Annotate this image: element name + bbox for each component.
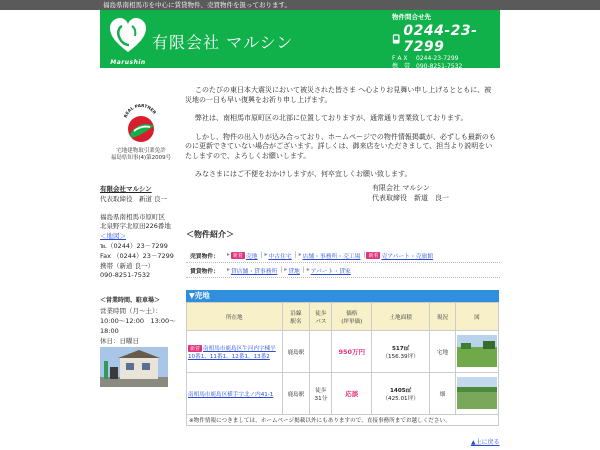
property-link[interactable]: 南相馬市鹿島区横手字北ノ内41-1: [188, 391, 274, 398]
heart-logo-icon: [108, 16, 148, 56]
property-intro-title: ＜物件紹介＞: [186, 230, 234, 239]
hours-title: ＜営業時間、駐車場＞: [100, 297, 161, 304]
station-cell: 鹿島駅: [282, 331, 310, 373]
address-cell: [187, 331, 283, 373]
listing-note: ※物件情報につきましては、ホームページ掲載以外にもありますので、直接事務所までお越しください。: [187, 415, 499, 426]
area-sqm: 517㎡: [391, 345, 410, 352]
greeting-paragraph-2: 弊社は、南相馬市原町区の北部に位置しておりますが、通常通り営業致しております。: [195, 114, 468, 122]
walk-cell: 徒歩 31分: [310, 373, 332, 415]
bullet: ▸: [227, 252, 230, 258]
company-name: 有限会社 マルシン: [152, 33, 294, 52]
price-cell: [332, 331, 372, 373]
property-categories: [186, 248, 500, 278]
note-row: [187, 415, 499, 426]
station-cell: 鹿島駅: [282, 373, 310, 415]
hours-line-2: 10:00～12:00 13:00～18:00: [100, 317, 176, 335]
back-to-top-link[interactable]: ▲上に戻る: [471, 439, 500, 446]
sidebar-company-info: [100, 185, 182, 281]
sidebar-mobile-label: 携帯（新道 良一）: [100, 261, 155, 270]
category-link-rental-land[interactable]: 貸地: [288, 268, 300, 275]
col-image: 図: [455, 303, 498, 331]
mobile-number: 090-8251-7532: [416, 63, 463, 70]
col-price: 価格 (坪単価): [332, 303, 372, 331]
category-link-shop-office-sale[interactable]: 店舗・事務所・売工場: [302, 253, 361, 260]
area-tsubo: （156.39坪）: [382, 353, 419, 360]
col-address: 所在地: [187, 303, 283, 331]
greeting-signature: [372, 183, 449, 203]
logo-text: Marushin: [110, 59, 146, 66]
table-row: [187, 331, 499, 373]
sidebar-address-1: 福島県南相馬市原町区: [100, 212, 165, 221]
listing-table: [186, 302, 499, 426]
greeting-paragraph-4: みなさまにはご不便をおかけしますが、何卒宜しくお願い致します。: [195, 170, 412, 178]
map-link[interactable]: ＜地図＞: [100, 232, 126, 241]
category-link-rental-shop[interactable]: 貸店舗・貸事務所: [230, 268, 278, 275]
sidebar-company-name: 有限会社マルシン: [100, 185, 152, 193]
new-badge: 新着: [232, 252, 243, 259]
status-cell: 畑: [430, 373, 456, 415]
greeting-message: [185, 86, 497, 189]
area-tsubo: （425.01坪）: [382, 395, 419, 402]
status-cell: 宅地: [430, 331, 456, 373]
col-area: 土地面積: [372, 303, 430, 331]
sale-items: [226, 251, 435, 260]
property-thumbnail[interactable]: [457, 377, 497, 409]
greeting-paragraph-1: このたびの東日本大震災において被災された皆さま へ心よりお見舞い申し上げるとともに、被災地の一日も早い復興をお祈り申し上げます。: [185, 86, 492, 104]
sidebar-tel: ℡（0244）23－7299: [100, 241, 168, 250]
rent-label: 賃貸物件：: [190, 268, 219, 275]
separator: |: [280, 267, 283, 273]
top-tagline: 福島県南相馬市を中心に賃貸物件、売買物件を扱っております。: [0, 0, 600, 10]
category-link-used-house[interactable]: 中古住宅: [268, 253, 292, 260]
sidebar-rep: 代表取締役 新道 良一: [100, 194, 168, 203]
image-cell[interactable]: [455, 373, 498, 415]
mobile-label: 携 帯: [392, 63, 411, 70]
email-label: E-mail: [392, 71, 411, 78]
shop-photo: [100, 347, 168, 387]
category-link-sale-land[interactable]: 売地: [245, 253, 258, 260]
image-cell[interactable]: [455, 331, 498, 373]
price-value: 950万円: [338, 348, 366, 356]
sale-label: 売買物件：: [190, 253, 219, 260]
real-partner-text: REAL PARTNER: [122, 104, 158, 119]
category-link-rental-apartment[interactable]: アパート・貸家: [310, 268, 351, 275]
separator: |: [260, 252, 263, 258]
rent-items: [226, 266, 353, 275]
phone-row: [392, 23, 500, 55]
phone-number: 0244-23-7299: [403, 23, 478, 55]
listing-section-header: ▼売地: [186, 290, 499, 302]
bullet: ▸: [227, 267, 230, 273]
property-thumbnail[interactable]: [457, 335, 497, 367]
category-link-apartment-sale[interactable]: 売アパート・売旅館: [381, 253, 434, 260]
fax-line: [392, 55, 500, 63]
back-to-top: [471, 437, 500, 446]
license-caption-1: 宅地建物取引業免許: [116, 148, 166, 154]
price-cell: [332, 373, 372, 415]
company-logo[interactable]: [104, 14, 150, 66]
walk-cell: [310, 331, 332, 373]
new-badge: 新着: [368, 252, 379, 259]
license-caption: [100, 148, 182, 162]
price-value: 応談: [345, 390, 359, 398]
email-link[interactable]: marushin@sany.aiaiu.or.jp: [416, 71, 495, 78]
new-badge: 新着: [190, 345, 201, 352]
bullet: ▸: [284, 267, 288, 273]
sidebar-fax: Fax （0244）23－7299: [100, 251, 174, 260]
separator: |: [294, 252, 297, 258]
contact-title: 物件問合せ先: [392, 13, 431, 21]
col-status: 現況: [430, 303, 456, 331]
greeting-paragraph-3: しかし、物件の出入りが込み合っており、ホームページでの物件情報掲載が、必ずしも最新のものに更新できていない場合がございます。詳しくは、御来店をいただきまして、担当より説明をいたしますので、よろしくお願いします。: [185, 132, 496, 160]
sale-category-row: [186, 248, 500, 263]
area-cell: [372, 373, 430, 415]
sign-rep: 代表取締役 新道 良一: [372, 194, 449, 202]
table-row: [187, 373, 499, 415]
mobile-line: [392, 63, 500, 71]
bullet: ▸: [306, 267, 310, 273]
fax-number: 0244-23-7299: [416, 55, 459, 62]
bullet: ▸: [264, 252, 268, 258]
address-cell: [187, 373, 283, 415]
separator: |: [363, 252, 366, 258]
area-cell: [372, 331, 430, 373]
property-link[interactable]: 南相馬市鹿島区牛河内字棟平10番1、11番1、12番1、13番2: [188, 345, 276, 360]
contact-block: [392, 12, 500, 79]
fax-label: F A X: [392, 55, 408, 62]
rent-category-row: [186, 263, 500, 278]
email-line: [392, 71, 500, 79]
site-header: [100, 10, 500, 78]
listing-header-row: [187, 303, 499, 331]
sidebar-address-2: 北泉野字北原田226番地: [100, 222, 171, 231]
col-station: 沿線 駅名: [282, 303, 310, 331]
holiday: 休日：日曜日: [100, 337, 139, 345]
sidebar-mobile: 090-8251-7532: [100, 271, 151, 280]
bullet: ▸: [298, 252, 302, 258]
area-sqm: 1405㎡: [390, 387, 412, 394]
sign-company: 有限会社 マルシン: [372, 184, 430, 192]
license-caption-2: 福島県知事(4)第2009号: [110, 155, 172, 161]
phone-icon: [392, 33, 400, 45]
hours-line-1: 営業時間（月～土）：: [100, 307, 162, 315]
real-partner-logo: [120, 104, 162, 146]
separator: |: [302, 267, 305, 273]
col-walk: 徒歩 バス: [310, 303, 332, 331]
